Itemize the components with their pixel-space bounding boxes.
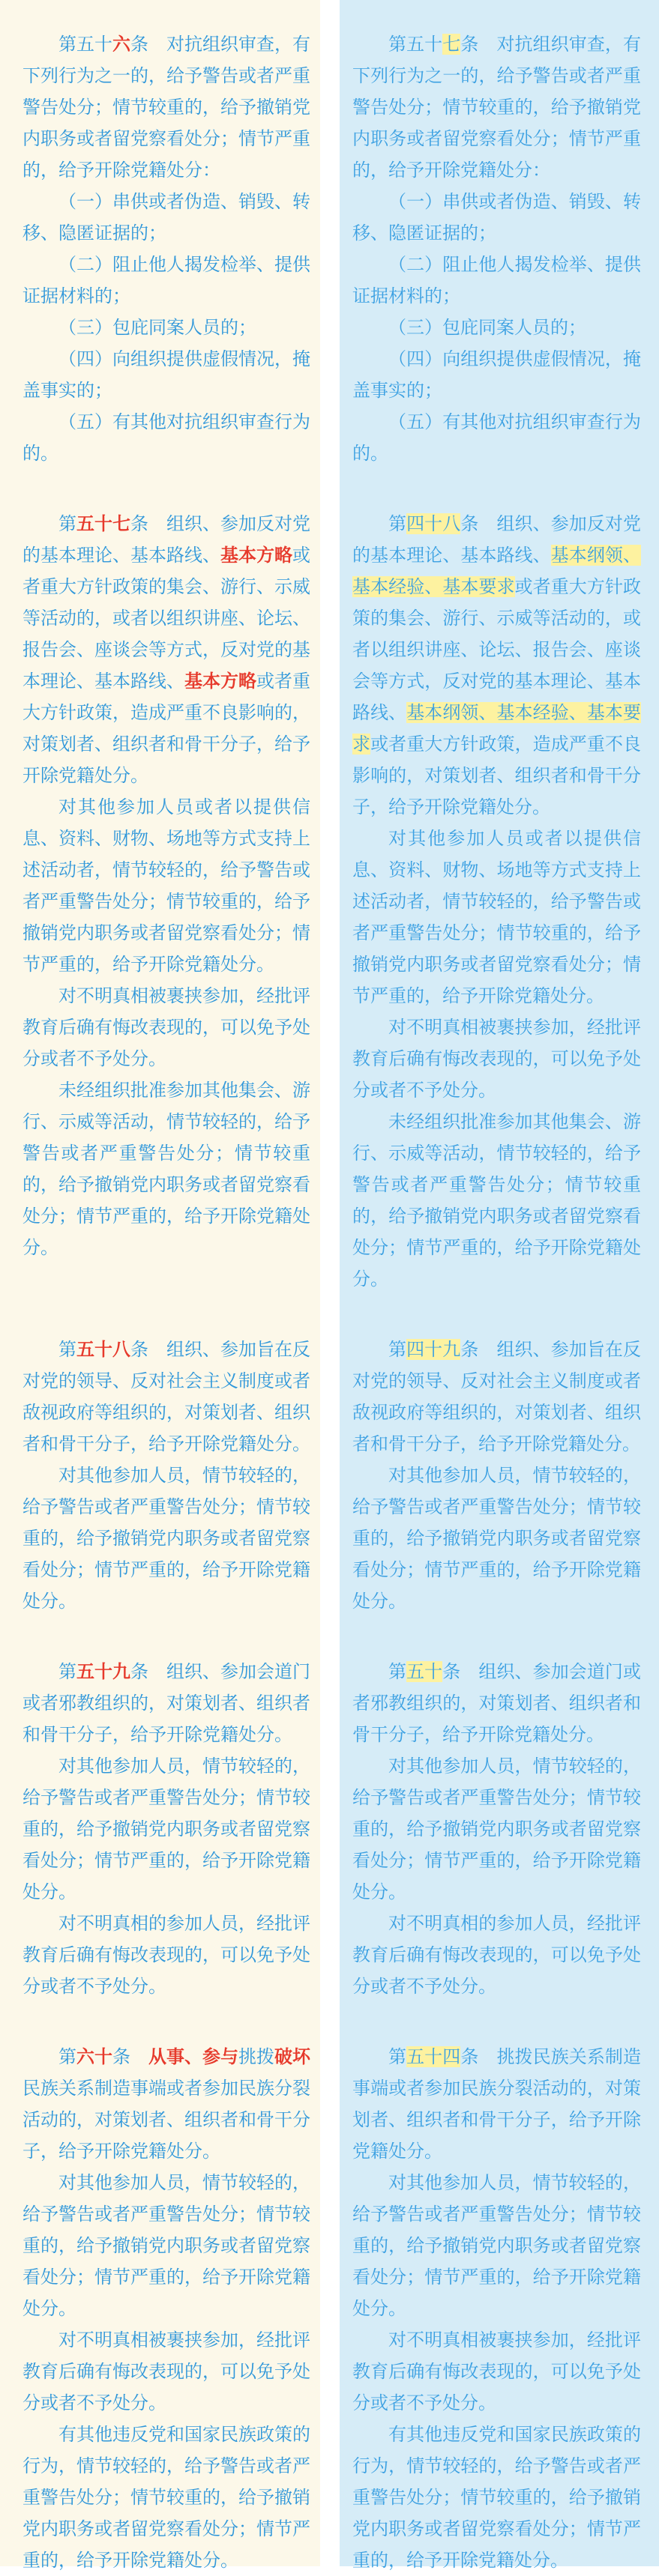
text-segment: （四）向组织提供虚假情况，掩盖事实的； bbox=[352, 348, 641, 401]
text-segment: （一）串供或者伪造、销毁、转移、隐匿证据的； bbox=[352, 191, 641, 244]
paragraph bbox=[352, 2324, 641, 2419]
paragraph bbox=[352, 508, 641, 823]
old-version-article-1 bbox=[0, 28, 320, 469]
paragraph bbox=[352, 186, 641, 249]
paragraph bbox=[22, 186, 310, 249]
text-segment: 有其他违反党和国家民族政策的行为，情节较轻的，给予警告或者严重警告处分；情节较重的，给予撤销党内职务或者留党察看处分；情节严重的，给予开除党籍处分。 bbox=[22, 2424, 310, 2571]
text-segment: 第 bbox=[58, 1339, 76, 1360]
text-segment: 对其他参加人员，情节较轻的，给予警告或者严重警告处分；情节较重的，给予撤销党内职务或者留党察看处分；情节严重的，给予开除党籍处分。 bbox=[22, 1465, 310, 1612]
paragraph bbox=[22, 2324, 310, 2419]
text-segment: 条 对抗组织审查，有下列行为之一的，给予警告或者严重警告处分；情节较重的，给予撤销党内职务或者留党察看处分；情节严重的，给予开除党籍处分： bbox=[352, 34, 642, 181]
new-version-article-3 bbox=[340, 1334, 659, 1617]
text-segment: 民族关系制造事端或者参加民族分裂活动的，对策划者、组织者和骨干分子，给予开除党籍处分。 bbox=[22, 2078, 310, 2162]
old-version-article-2 bbox=[0, 508, 320, 1263]
text-segment: 第 bbox=[58, 1661, 76, 1682]
paragraph bbox=[22, 28, 310, 186]
diff-highlight-segment: 五十 bbox=[406, 1661, 443, 1682]
text-segment: 第 bbox=[388, 513, 407, 534]
old-version-article-3 bbox=[0, 1334, 320, 1617]
old-version-article-4 bbox=[0, 1656, 320, 2002]
text-segment: 对其他参加人员或者以提供信息、资料、财物、场地等方式支持上述活动者，情节较轻的，给予警告或者严重警告处分；情节较重的，给予撤销党内职务或者留党察看处分；情节严重的，给予开除党籍处分。 bbox=[22, 796, 310, 975]
paragraph bbox=[352, 1334, 641, 1460]
text-segment: 第 bbox=[388, 1661, 407, 1682]
text-segment: 对不明真相被裹挟参加，经批评教育后确有悔改表现的，可以免予处分或者不予处分。 bbox=[352, 1017, 641, 1101]
paragraph bbox=[352, 1106, 641, 1295]
paragraph bbox=[22, 791, 310, 980]
paragraph bbox=[22, 406, 310, 469]
paragraph bbox=[22, 2041, 310, 2167]
text-segment: 对其他参加人员或者以提供信息、资料、财物、场地等方式支持上述活动者，情节较轻的，给予警告或者严重警告处分；情节较重的，给予撤销党内职务或者留党察看处分；情节严重的，给予开除党籍处分。 bbox=[352, 828, 641, 1006]
paragraph bbox=[22, 2167, 310, 2324]
diff-highlight-segment: 四十九 bbox=[406, 1339, 461, 1360]
text-segment: 未经组织批准参加其他集会、游行、示威等活动，情节较轻的，给予警告或者严重警告处分；情节较重的，给予撤销党内职务或者留党察看处分；情节严重的，给予开除党籍处分。 bbox=[352, 1111, 641, 1289]
text-segment: 条 组织、参加会道门或者邪教组织的，对策划者、组织者和骨干分子，给予开除党籍处分。 bbox=[22, 1661, 310, 1745]
text-segment: （五）有其他对抗组织审查行为的。 bbox=[22, 411, 310, 464]
paragraph bbox=[352, 2041, 641, 2167]
paragraph bbox=[352, 28, 641, 186]
paragraph bbox=[22, 249, 310, 312]
diff-highlight-segment: 五十四 bbox=[406, 2046, 461, 2067]
text-segment: 对其他参加人员，情节较轻的，给予警告或者严重警告处分；情节较重的，给予撤销党内职务或者留党察看处分；情节严重的，给予开除党籍处分。 bbox=[352, 1756, 641, 1902]
diff-red-segment: 基本方略 bbox=[184, 671, 256, 692]
text-segment: 条 组织、参加会道门或者邪教组织的，对策划者、组织者和骨干分子，给予开除党籍处分。 bbox=[352, 1661, 642, 1745]
text-segment: 对其他参加人员，情节较轻的，给予警告或者严重警告处分；情节较重的，给予撤销党内职务或者留党察看处分；情节严重的，给予开除党籍处分。 bbox=[22, 1756, 310, 1902]
paragraph bbox=[352, 1460, 641, 1617]
text-segment: 条 对抗组织审查，有下列行为之一的，给予警告或者严重警告处分；情节较重的，给予撤销党内职务或者留党察看处分；情节严重的，给予开除党籍处分： bbox=[22, 34, 310, 181]
text-segment: 条 bbox=[112, 2046, 148, 2067]
text-segment: （三）包庇同案人员的； bbox=[58, 317, 256, 338]
text-segment: 或者重大方针政策，造成严重不良影响的，对策划者、组织者和骨干分子，给予开除党籍处分。 bbox=[22, 671, 310, 786]
text-segment: 第 bbox=[388, 2046, 407, 2067]
paragraph bbox=[352, 1012, 641, 1106]
paragraph bbox=[22, 1750, 310, 1908]
new-version-article-1 bbox=[340, 28, 659, 469]
paragraph bbox=[352, 2167, 641, 2324]
text-segment: 对其他参加人员，情节较轻的，给予警告或者严重警告处分；情节较重的，给予撤销党内职务或者留党察看处分；情节严重的，给予开除党籍处分。 bbox=[352, 2172, 641, 2319]
text-segment: 条 组织、参加旨在反对党的领导、反对社会主义制度或者敌视政府等组织的，对策划者、组织者和骨干分子，给予开除党籍处分。 bbox=[352, 1339, 642, 1454]
diff-red-segment: 五十九 bbox=[76, 1661, 130, 1682]
text-segment: 条 组织、参加反对党的基本理论、基本路线、 bbox=[22, 513, 310, 566]
paragraph bbox=[22, 1656, 310, 1750]
text-segment: 未经组织批准参加其他集会、游行、示威等活动，情节较轻的，给予警告或者严重警告处分；情节较重的，给予撤销党内职务或者留党察看处分；情节严重的，给予开除党籍处分。 bbox=[22, 1080, 310, 1258]
paragraph bbox=[22, 1908, 310, 2002]
text-segment: 或者重大方针政策的集会、游行、示威等活动的，或者以组织讲座、论坛、报告会、座谈会等方式，反对党的基本理论、基本路线、 bbox=[22, 545, 310, 692]
paragraph bbox=[352, 249, 641, 312]
paragraph bbox=[352, 343, 641, 406]
text-segment: 第 bbox=[58, 513, 76, 534]
paragraph bbox=[22, 2419, 310, 2576]
text-segment: 或者重大方针政策的集会、游行、示威等活动的，或者以组织讲座、论坛、报告会、座谈会等方式，反对党的基本理论、基本路线、 bbox=[352, 576, 642, 723]
paragraph bbox=[22, 1334, 310, 1460]
paragraph bbox=[22, 343, 310, 406]
text-segment: 对不明真相的参加人员，经批评教育后确有悔改表现的，可以免予处分或者不予处分。 bbox=[22, 1913, 310, 1997]
text-segment: 对其他参加人员，情节较轻的，给予警告或者严重警告处分；情节较重的，给予撤销党内职务或者留党察看处分；情节严重的，给予开除党籍处分。 bbox=[22, 2172, 310, 2319]
diff-highlight-segment: 基本纲领、基本经验、基本要求 bbox=[352, 702, 642, 755]
paragraph bbox=[352, 823, 641, 1012]
text-segment: （一）串供或者伪造、销毁、转移、隐匿证据的； bbox=[22, 191, 310, 244]
diff-highlight-segment: 基本纲领、基本经验、基本要求 bbox=[352, 545, 642, 597]
text-segment: 第 bbox=[388, 1339, 407, 1360]
text-segment: 第 bbox=[58, 2046, 76, 2067]
diff-red-segment: 破坏 bbox=[274, 2046, 310, 2067]
text-segment: 对其他参加人员，情节较轻的，给予警告或者严重警告处分；情节较重的，给予撤销党内职务或者留党察看处分；情节严重的，给予开除党籍处分。 bbox=[352, 1465, 641, 1612]
paragraph bbox=[352, 1750, 641, 1908]
new-version-article-5 bbox=[340, 2041, 659, 2576]
paragraph bbox=[352, 312, 641, 343]
text-segment: 或者重大方针政策，造成严重不良影响的，对策划者、组织者和骨干分子，给予开除党籍处分。 bbox=[352, 734, 642, 817]
text-segment: 有其他违反党和国家民族政策的行为，情节较轻的，给予警告或者严重警告处分；情节较重的，给予撤销党内职务或者留党察看处分；情节严重的，给予开除党籍处分。 bbox=[352, 2424, 641, 2571]
text-segment: 第五十 bbox=[58, 34, 112, 55]
text-segment: 条 组织、参加旨在反对党的领导、反对社会主义制度或者敌视政府等组织的，对策划者、组织者和骨干分子，给予开除党籍处分。 bbox=[22, 1339, 310, 1454]
paragraph bbox=[352, 1656, 641, 1750]
text-segment: （三）包庇同案人员的； bbox=[388, 317, 586, 338]
text-segment: 对不明真相被裹挟参加，经批评教育后确有悔改表现的，可以免予处分或者不予处分。 bbox=[352, 2329, 641, 2413]
text-segment: （五）有其他对抗组织审查行为的。 bbox=[352, 411, 641, 464]
text-segment: 对不明真相被裹挟参加，经批评教育后确有悔改表现的，可以免予处分或者不予处分。 bbox=[22, 2329, 310, 2413]
paragraph bbox=[22, 1460, 310, 1617]
diff-red-segment: 六 bbox=[112, 34, 130, 55]
text-segment: （四）向组织提供虚假情况，掩盖事实的； bbox=[22, 348, 310, 401]
diff-red-segment: 五十八 bbox=[76, 1339, 130, 1360]
paragraph bbox=[22, 312, 310, 343]
paragraph bbox=[352, 1908, 641, 2002]
text-segment: 条 挑拨民族关系制造事端或者参加民族分裂活动的，对策划者、组织者和骨干分子，给予开除党籍处分。 bbox=[352, 2046, 642, 2162]
text-segment: 对不明真相被裹挟参加，经批评教育后确有悔改表现的，可以免予处分或者不予处分。 bbox=[22, 985, 310, 1069]
text-segment: 挑拨 bbox=[238, 2046, 274, 2067]
text-segment: 条 组织、参加反对党的基本理论、基本路线、 bbox=[352, 513, 642, 566]
diff-red-segment: 从事、参与 bbox=[148, 2046, 238, 2067]
diff-red-segment: 基本方略 bbox=[220, 545, 292, 566]
new-version-article-4 bbox=[340, 1656, 659, 2002]
diff-highlight-segment: 七 bbox=[442, 34, 461, 55]
diff-red-segment: 六十 bbox=[76, 2046, 112, 2067]
text-segment: （二）阻止他人揭发检举、提供证据材料的； bbox=[22, 254, 310, 306]
diff-red-segment: 五十七 bbox=[76, 513, 130, 534]
paragraph bbox=[22, 508, 310, 791]
paragraph bbox=[22, 980, 310, 1074]
text-segment: （二）阻止他人揭发检举、提供证据材料的； bbox=[352, 254, 641, 306]
paragraph bbox=[22, 1074, 310, 1263]
paragraph bbox=[352, 2419, 641, 2576]
text-segment: 对不明真相的参加人员，经批评教育后确有悔改表现的，可以免予处分或者不予处分。 bbox=[352, 1913, 641, 1997]
new-version-article-2 bbox=[340, 508, 659, 1295]
text-segment: 第五十 bbox=[388, 34, 443, 55]
old-version-article-5 bbox=[0, 2041, 320, 2576]
paragraph bbox=[352, 406, 641, 469]
diff-highlight-segment: 四十八 bbox=[406, 513, 461, 534]
